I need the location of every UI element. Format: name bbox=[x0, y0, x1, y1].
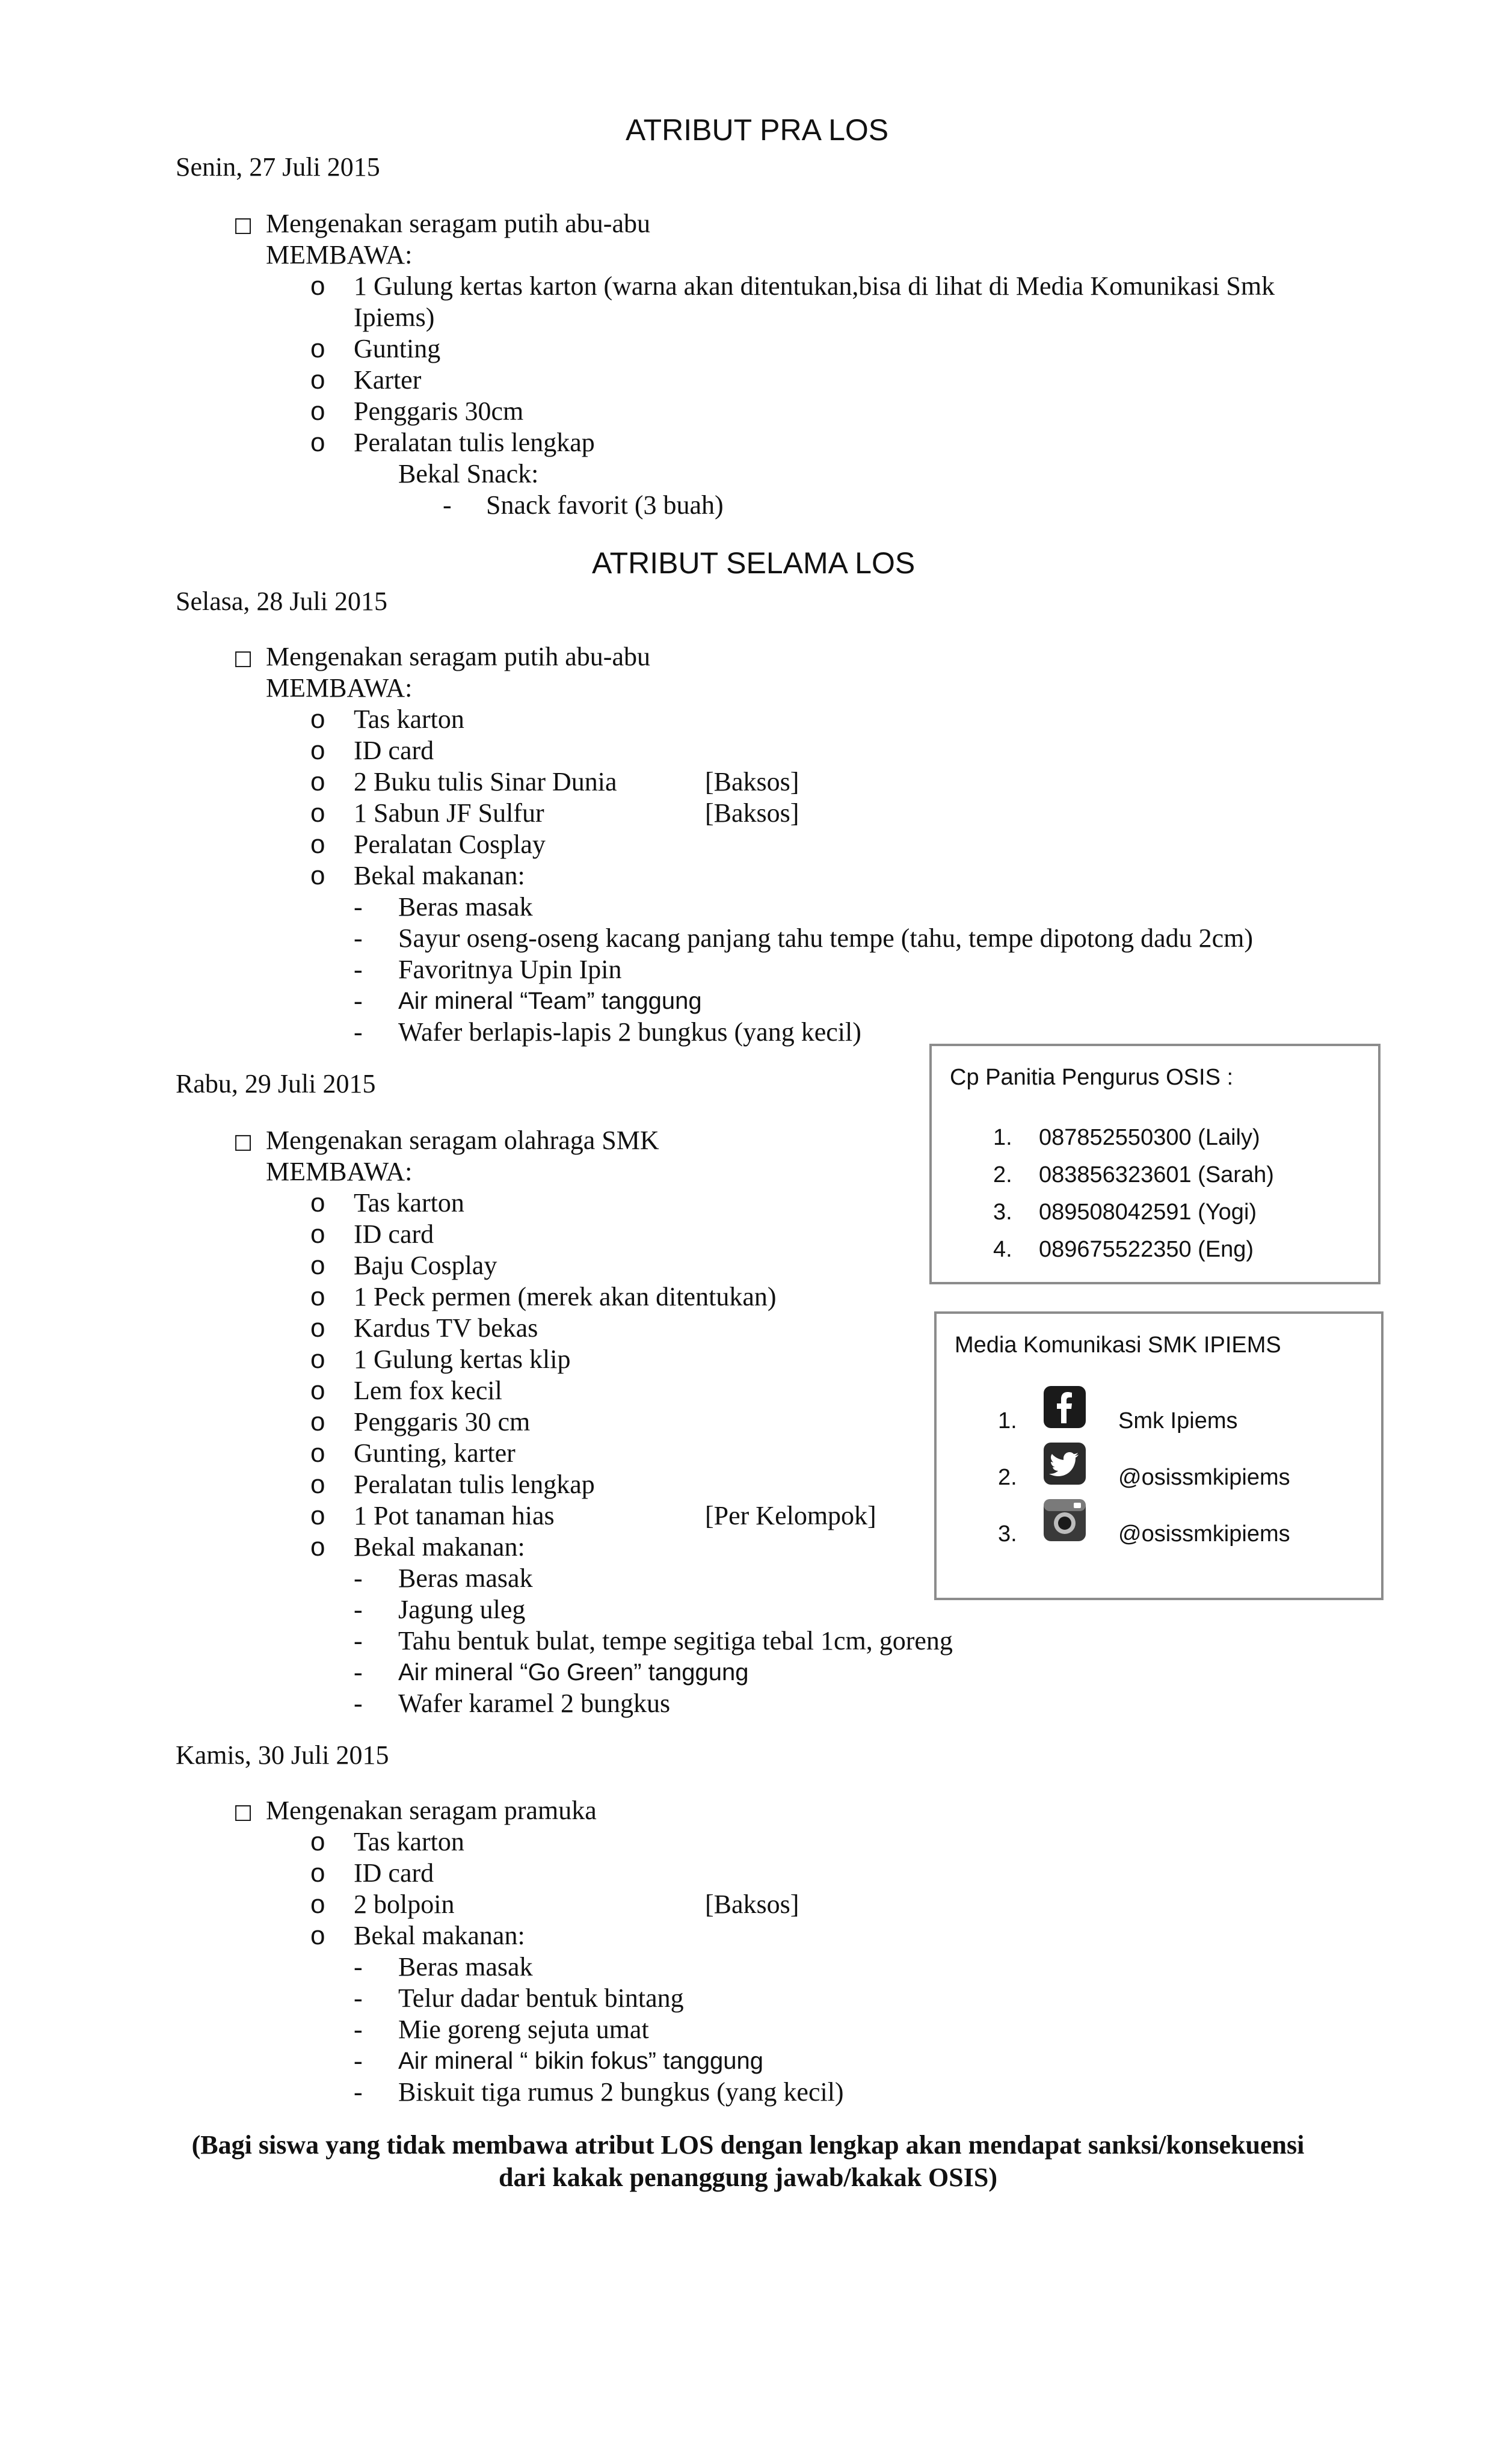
contact-number-label: 1. bbox=[993, 1125, 1012, 1150]
date-selasa: Selasa, 28 Juli 2015 bbox=[176, 587, 387, 616]
media-box-title: Media Komunikasi SMK IPIEMS bbox=[955, 1332, 1281, 1358]
list-item: Peralatan Cosplay bbox=[354, 830, 546, 859]
dash-marker: - bbox=[354, 1563, 363, 1593]
list-item: Bekal makanan: bbox=[354, 1921, 525, 1950]
media-handle: Smk Ipiems bbox=[1118, 1408, 1238, 1434]
list-marker: o bbox=[310, 1890, 325, 1919]
food-item: Air mineral “ bikin fokus” tanggung bbox=[398, 2048, 763, 2074]
list-item: Penggaris 30cm bbox=[354, 396, 524, 426]
dash-marker: - bbox=[354, 1657, 363, 1687]
per-kelompok-tag: [Per Kelompok] bbox=[705, 1501, 876, 1530]
list-item: Tas karton bbox=[354, 704, 464, 734]
list-item: 1 Pot tanaman hias bbox=[354, 1501, 555, 1530]
list-marker: o bbox=[310, 365, 325, 395]
dash-marker: - bbox=[354, 1689, 363, 1718]
dash-marker: - bbox=[354, 892, 363, 922]
food-item: Mie goreng sejuta umat bbox=[398, 2015, 649, 2044]
list-item: Gunting, karter bbox=[354, 1438, 516, 1468]
list-item: 1 Gulung kertas karton (warna akan ditentukan,bisa di lihat di Media Komunikasi Smk bbox=[354, 271, 1275, 301]
list-item: ID card bbox=[354, 1858, 434, 1888]
sanction-note-line2: dari kakak penanggung jawab/kakak OSIS) bbox=[499, 2163, 997, 2192]
checkbox-marker: ☐ bbox=[233, 648, 253, 673]
food-item: Favoritnya Upin Ipin bbox=[398, 955, 622, 984]
list-marker: o bbox=[310, 1344, 325, 1374]
list-item: 1 Gulung kertas klip bbox=[354, 1344, 571, 1374]
food-item: Air mineral “Go Green” tanggung bbox=[398, 1659, 749, 1686]
food-item: Beras masak bbox=[398, 1952, 533, 1982]
date-senin: Senin, 27 Juli 2015 bbox=[176, 152, 380, 182]
dash-marker: - bbox=[354, 1626, 363, 1656]
snack-item: Snack favorit (3 buah) bbox=[486, 490, 724, 520]
list-item-continuation: Ipiems) bbox=[354, 303, 435, 332]
contact-number-label: 4. bbox=[993, 1237, 1012, 1262]
list-marker: o bbox=[310, 1219, 325, 1249]
list-item: 1 Sabun JF Sulfur bbox=[354, 798, 544, 828]
list-marker: o bbox=[310, 1501, 325, 1530]
food-item: Tahu bentuk bulat, tempe segitiga tebal 1cm, goreng bbox=[398, 1626, 953, 1656]
list-item: Bekal makanan: bbox=[354, 1532, 525, 1562]
food-item: Beras masak bbox=[398, 892, 533, 922]
baksos-tag: [Baksos] bbox=[705, 767, 799, 796]
dash-marker: - bbox=[354, 1017, 363, 1047]
food-item: Sayur oseng-oseng kacang panjang tahu tempe (tahu, tempe dipotong dadu 2cm) bbox=[398, 923, 1254, 953]
media-number-label: 1. bbox=[998, 1408, 1017, 1434]
uniform-selasa: Mengenakan seragam putih abu-abu bbox=[266, 642, 650, 671]
dash-marker: - bbox=[354, 923, 363, 953]
membawa-label: MEMBAWA: bbox=[266, 240, 413, 270]
list-item: Peralatan tulis lengkap bbox=[354, 1470, 595, 1499]
list-marker: o bbox=[310, 1251, 325, 1280]
contact-phone: 089675522350 (Eng) bbox=[1039, 1237, 1254, 1262]
list-item: Kardus TV bekas bbox=[354, 1313, 538, 1343]
list-marker: o bbox=[310, 1921, 325, 1950]
contact-person-box bbox=[929, 1044, 1381, 1284]
food-item: Biskuit tiga rumus 2 bungkus (yang kecil) bbox=[398, 2077, 844, 2107]
checkbox-marker: ☐ bbox=[233, 1132, 253, 1156]
dash-marker: - bbox=[354, 955, 363, 984]
food-item: Jagung uleg bbox=[398, 1595, 526, 1624]
list-item: Penggaris 30 cm bbox=[354, 1407, 531, 1437]
checkbox-marker: ☐ bbox=[233, 1802, 253, 1826]
list-marker: o bbox=[310, 334, 325, 363]
list-item: 2 bolpoin bbox=[354, 1890, 455, 1919]
dash-marker: - bbox=[354, 1983, 363, 2013]
contact-phone: 083856323601 (Sarah) bbox=[1039, 1162, 1274, 1187]
contact-number-label: 3. bbox=[993, 1200, 1012, 1225]
instagram-icon bbox=[1044, 1499, 1086, 1541]
list-marker: o bbox=[310, 1282, 325, 1311]
checkbox-marker: ☐ bbox=[233, 215, 253, 239]
list-item: Tas karton bbox=[354, 1827, 464, 1856]
list-marker: o bbox=[310, 396, 325, 426]
list-marker: o bbox=[310, 830, 325, 859]
list-marker: o bbox=[310, 1470, 325, 1499]
list-marker: o bbox=[310, 767, 325, 796]
media-number-label: 2. bbox=[998, 1465, 1017, 1490]
list-item: Tas karton bbox=[354, 1188, 464, 1218]
membawa-label: MEMBAWA: bbox=[266, 673, 413, 703]
contact-phone: 087852550300 (Laily) bbox=[1039, 1125, 1260, 1150]
baksos-tag: [Baksos] bbox=[705, 798, 799, 828]
sanction-note-line1: (Bagi siswa yang tidak membawa atribut LOS dengan lengkap akan mendapat sanksi/konsekuensi bbox=[191, 2130, 1305, 2160]
title-pra-los: ATRIBUT PRA LOS bbox=[626, 113, 889, 147]
bekal-snack-label: Bekal Snack: bbox=[398, 459, 539, 488]
list-item: Peralatan tulis lengkap bbox=[354, 428, 595, 457]
media-number-label: 3. bbox=[998, 1521, 1017, 1547]
list-marker: o bbox=[310, 1858, 325, 1888]
baksos-tag: [Baksos] bbox=[705, 1890, 799, 1919]
date-rabu: Rabu, 29 Juli 2015 bbox=[176, 1069, 376, 1098]
list-item: ID card bbox=[354, 1219, 434, 1249]
list-item: Lem fox kecil bbox=[354, 1376, 502, 1405]
list-marker: o bbox=[310, 1313, 325, 1343]
list-item: Baju Cosplay bbox=[354, 1251, 497, 1280]
list-item: Karter bbox=[354, 365, 422, 395]
contact-phone: 089508042591 (Yogi) bbox=[1039, 1200, 1257, 1225]
list-marker: o bbox=[310, 271, 325, 301]
media-komunikasi-box bbox=[934, 1311, 1384, 1600]
uniform-rabu: Mengenakan seragam olahraga SMK bbox=[266, 1126, 659, 1155]
list-marker: o bbox=[310, 1532, 325, 1562]
list-marker: o bbox=[310, 798, 325, 828]
food-item: Air mineral “Team” tanggung bbox=[398, 988, 702, 1014]
date-kamis: Kamis, 30 Juli 2015 bbox=[176, 1740, 389, 1770]
dash-marker: - bbox=[354, 2046, 363, 2075]
list-item: ID card bbox=[354, 736, 434, 765]
list-marker: o bbox=[310, 704, 325, 734]
list-item: 2 Buku tulis Sinar Dunia bbox=[354, 767, 617, 796]
dash-marker: - bbox=[354, 2077, 363, 2107]
food-item: Wafer berlapis-lapis 2 bungkus (yang kecil) bbox=[398, 1017, 861, 1047]
food-item: Beras masak bbox=[398, 1563, 533, 1593]
uniform-senin: Mengenakan seragam putih abu-abu bbox=[266, 209, 650, 238]
dash-marker: - bbox=[354, 2015, 363, 2044]
title-selama-los: ATRIBUT SELAMA LOS bbox=[592, 546, 916, 580]
list-marker: o bbox=[310, 428, 325, 457]
uniform-kamis: Mengenakan seragam pramuka bbox=[266, 1796, 597, 1825]
list-marker: o bbox=[310, 1407, 325, 1437]
list-marker: o bbox=[310, 1827, 325, 1856]
dash-marker: - bbox=[354, 1595, 363, 1624]
food-item: Telur dadar bentuk bintang bbox=[398, 1983, 684, 2013]
media-handle: @osissmkipiems bbox=[1118, 1521, 1290, 1547]
list-marker: o bbox=[310, 1376, 325, 1405]
dash-marker: - bbox=[354, 986, 363, 1015]
list-item: Gunting bbox=[354, 334, 441, 363]
list-marker: o bbox=[310, 736, 325, 765]
facebook-icon bbox=[1044, 1386, 1086, 1428]
list-marker: o bbox=[310, 1438, 325, 1468]
twitter-icon bbox=[1044, 1443, 1086, 1485]
media-handle: @osissmkipiems bbox=[1118, 1465, 1290, 1490]
list-marker: o bbox=[310, 861, 325, 890]
food-item: Wafer karamel 2 bungkus bbox=[398, 1689, 671, 1718]
list-marker: o bbox=[310, 1188, 325, 1218]
list-item: Bekal makanan: bbox=[354, 861, 525, 890]
contact-box-title: Cp Panitia Pengurus OSIS : bbox=[950, 1065, 1234, 1090]
dash-marker: - bbox=[354, 1952, 363, 1982]
membawa-label: MEMBAWA: bbox=[266, 1157, 413, 1186]
dash-marker: - bbox=[443, 490, 452, 520]
contact-number-label: 2. bbox=[993, 1162, 1012, 1187]
list-item: 1 Peck permen (merek akan ditentukan) bbox=[354, 1282, 777, 1311]
